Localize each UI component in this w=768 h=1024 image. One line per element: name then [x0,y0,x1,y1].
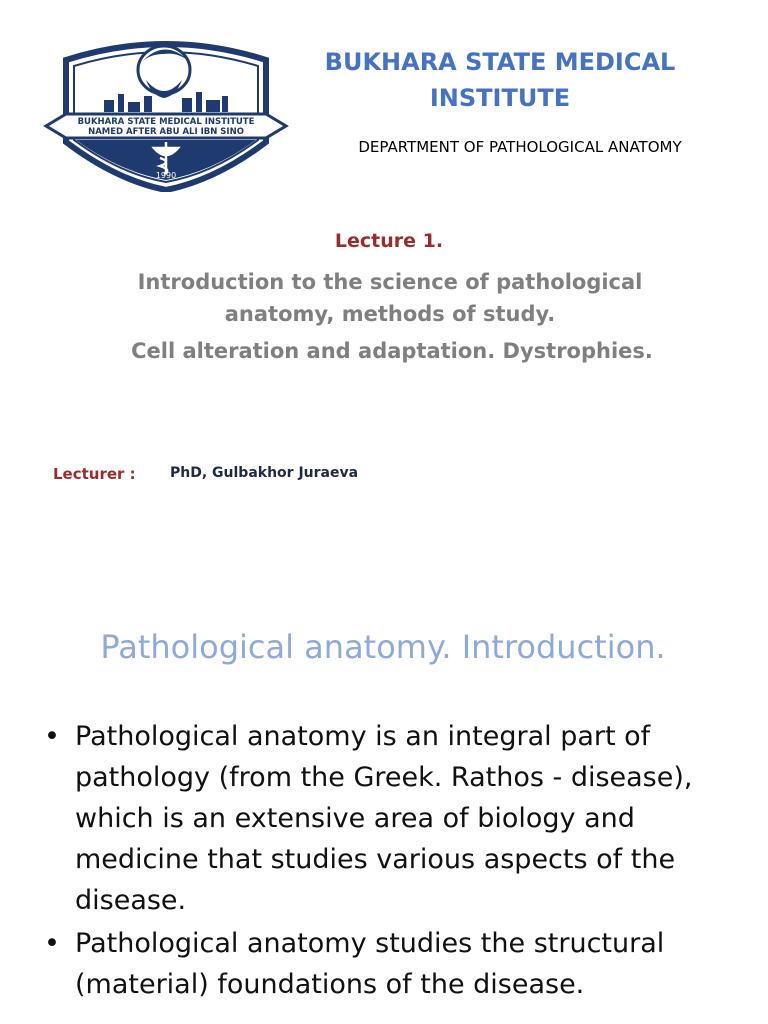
logo-ring-text-2: NAMED AFTER ABU ALI IBN SINO [88,127,244,137]
bullet-icon: • [44,721,60,752]
department-title: DEPARTMENT OF PATHOLOGICAL ANATOMY [358,138,682,156]
lecturer-name: PhD, Gulbakhor Juraeva [170,465,359,481]
lecture-subtopic: Cell alteration and adaptation. Dystrophies. [131,339,653,363]
list-item [44,923,734,1005]
bullet-text: Pathological anatomy is an integral part of pathology (from the Greek. Rathos - disease), which is an extensive area of biology and medicine that studies various aspects of the disease. [75,721,693,916]
institute-title: BUKHARA STATE MEDICAL INSTITUTE [324,48,676,112]
bullet-text: Pathological anatomy studies the structural (material) foundations of the disease. [75,928,665,1000]
logo-year: 1990 [155,171,177,180]
bullet-list [44,716,734,1007]
logo-ring-text-1: BUKHARA STATE MEDICAL INSTITUTE [77,117,255,127]
section-title: Pathological anatomy. Introduction. [100,628,666,666]
lecture-number: Lecture 1. [334,230,444,252]
institute-logo [42,30,290,192]
lecture-topic: Introduction to the science of pathological anatomy, methods of study. [137,270,643,326]
lecturer-label: Lecturer : [53,465,136,483]
list-item [44,716,734,921]
bullet-icon: • [44,928,60,959]
